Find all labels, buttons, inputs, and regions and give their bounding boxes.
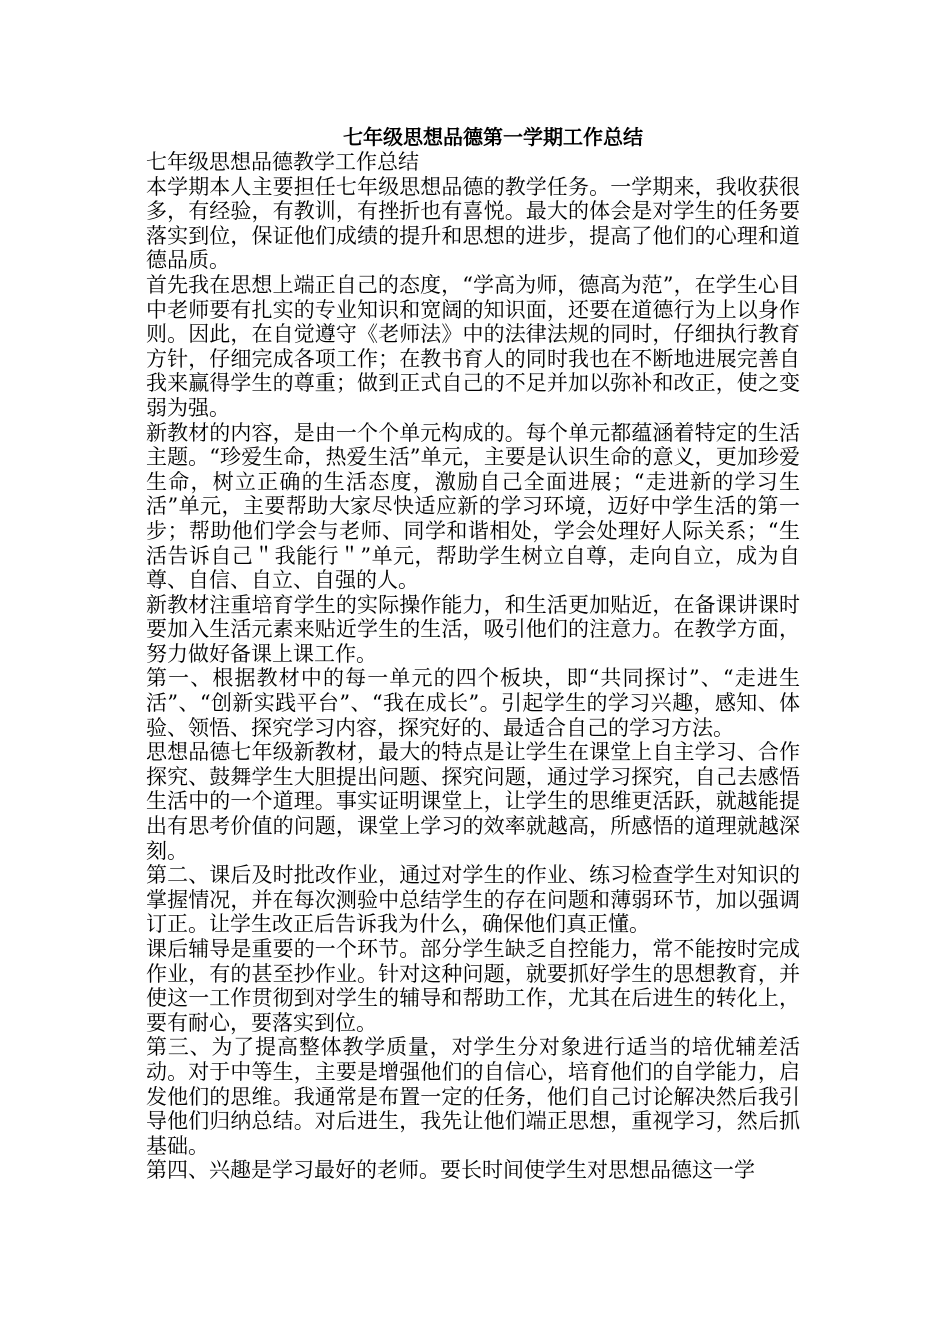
paragraph: 第一、根据教材中的每一单元的四个板块，即“共同探讨”、“走进生活”、“创新实践平台”、“我在成长”。引起学生的学习兴趣，感知、体验、领悟、探究学习内容，探究好的、最适合自己的学习方法。 [146, 666, 800, 740]
document-title: 七年级思想品德第一学期工作总结 [343, 125, 643, 149]
paragraph: 新教材的内容，是由一个个单元构成的。每个单元都蕴涵着特定的生活主题。“珍爱生命，热爱生活”单元，主要是认识生命的意义，更加珍爱生命，树立正确的生活态度，激励自己全面进展；“走进新的学习生活”单元，主要帮助大家尽快适应新的学习环境，迈好中学生活的第一步；帮助他们学会与老师、同学和谐相处，学会处理好人际关系；“生活告诉自己＂我能行＂”单元，帮助学生树立自尊，走向自立，成为自尊、自信、自立、自强的人。 [146, 420, 800, 593]
paragraph: 第三、为了提高整体教学质量，对学生分对象进行适当的培优辅差活动。对于中等生，主要是增强他们的自信心，培育他们的自学能力，启发他们的思维。我通常是布置一定的任务，他们自己讨论解决然后我引导他们归纳总结。对后进生，我先让他们端正思想，重视学习，然后抓基础。 [146, 1035, 800, 1158]
paragraph: 思想品德七年级新教材，最大的特点是让学生在课堂上自主学习、合作探究、鼓舞学生大胆提出问题、探究问题，通过学习探究，自己去感悟生活中的一个道理。事实证明课堂上，让学生的思维更活跃，就越能提出有思考价值的问题，课堂上学习的效率就越高，所感悟的道理就越深刻。 [146, 740, 800, 863]
paragraph: 本学期本人主要担任七年级思想品德的教学任务。一学期来，我收获很多，有经验，有教训，有挫折也有喜悦。最大的体会是对学生的任务要落实到位，保证他们成绩的提升和思想的进步，提高了他们的心理和道德品质。 [146, 174, 800, 273]
document-subtitle: 七年级思想品德教学工作总结 [146, 150, 419, 174]
paragraph: 第二、课后及时批改作业，通过对学生的作业、练习检查学生对知识的掌握情况，并在每次测验中总结学生的存在问题和薄弱环节，加以强调订正。让学生改正后告诉我为什么，确保他们真正懂。 [146, 863, 800, 937]
paragraph: 新教材注重培育学生的实际操作能力，和生活更加贴近，在备课讲课时要加入生活元素来贴近学生的生活，吸引他们的注意力。在教学方面，努力做好备课上课工作。 [146, 592, 800, 666]
paragraph: 第四、兴趣是学习最好的老师。要长时间使学生对思想品德这一学 [146, 1158, 755, 1183]
document-body [146, 124, 800, 1183]
paragraph: 首先我在思想上端正自己的态度，“学高为师，德高为范”，在学生心目中老师要有扎实的专业知识和宽阔的知识面，还要在道德行为上以身作则。因此，在自觉遵守《老师法》中的法律法规的同时，仔细执行教育方针，仔细完成各项工作；在教书育人的同时我也在不断地进展完善自我来赢得学生的尊重；做到正式自己的不足并加以弥补和改正，使之变弱为强。 [146, 272, 800, 420]
paragraph: 课后辅导是重要的一个环节。部分学生缺乏自控能力，常不能按时完成作业，有的甚至抄作业。针对这种问题，就要抓好学生的思想教育，并使这一工作贯彻到对学生的辅导和帮助工作，尤其在后进生的转化上，要有耐心，要落实到位。 [146, 937, 800, 1035]
